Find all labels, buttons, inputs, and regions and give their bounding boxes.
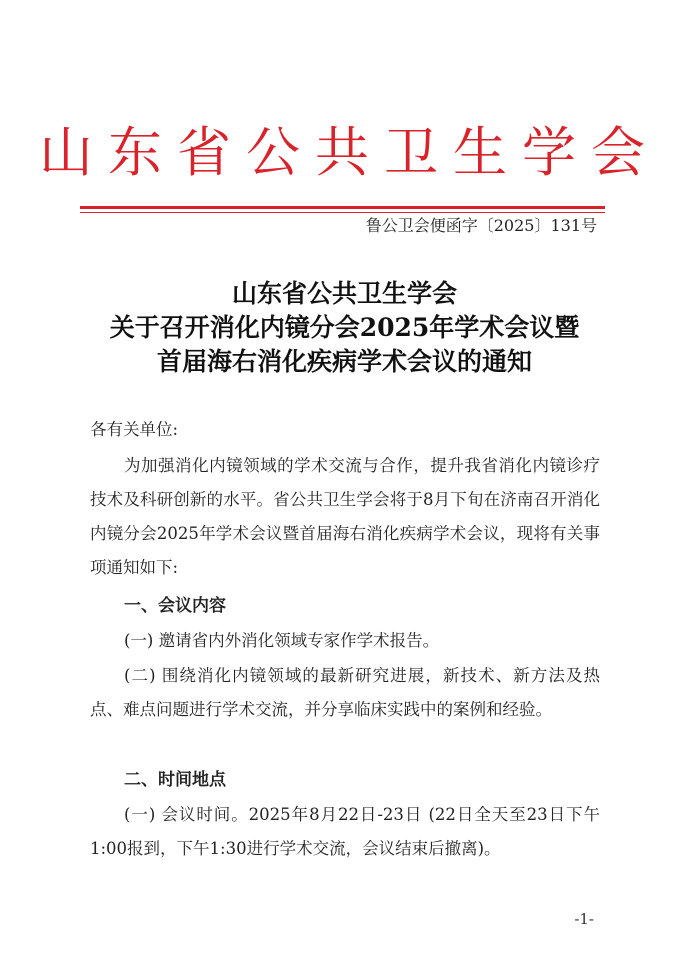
meeting-content-item-2: (二) 围绕消化内镜领域的最新研究进展，新技术、新方法及热点、难点问题进行学术交流，并分享临床实践中的案例和经验。 <box>90 666 600 719</box>
document-title-line-3: 首届海右消化疾病学术会议的通知 <box>156 347 532 376</box>
page-number: -1- <box>574 910 594 928</box>
letterhead-divider-thick <box>80 206 605 209</box>
organization-letterhead: 山东省公共卫生学会 <box>39 121 660 184</box>
document-number: 鲁公卫会便函字〔2025〕131号 <box>365 216 597 235</box>
intro-paragraph: 为加强消化内镜领域的学术交流与合作，提升我省消化内镜诊疗技术及科研创新的水平。省公共卫生学会将于8月下旬在济南召开消化内镜分会2025年学术会议暨首届海右消化疾病学术会议，现将有关事项通知如下: <box>90 456 600 577</box>
section-heading-time-location: 二、时间地点 <box>124 770 226 790</box>
section-heading-meeting-content: 一、会议内容 <box>124 596 226 616</box>
document-title-line-2: 关于召开消化内镜分会2025年学术会议暨 <box>109 313 580 342</box>
document-title-line-1: 山东省公共卫生学会 <box>231 279 457 308</box>
time-location-item-1: (一) 会议时间。2025年8月22日-23日 (22日全天至23日下午1:00报到，下午1:30进行学术交流，会议结束后撤离)。 <box>90 805 600 858</box>
meeting-content-item-1: (一) 邀请省内外消化领域专家作学术报告。 <box>124 631 440 650</box>
letterhead-divider-thin <box>80 212 605 213</box>
salutation: 各有关单位: <box>90 420 179 439</box>
